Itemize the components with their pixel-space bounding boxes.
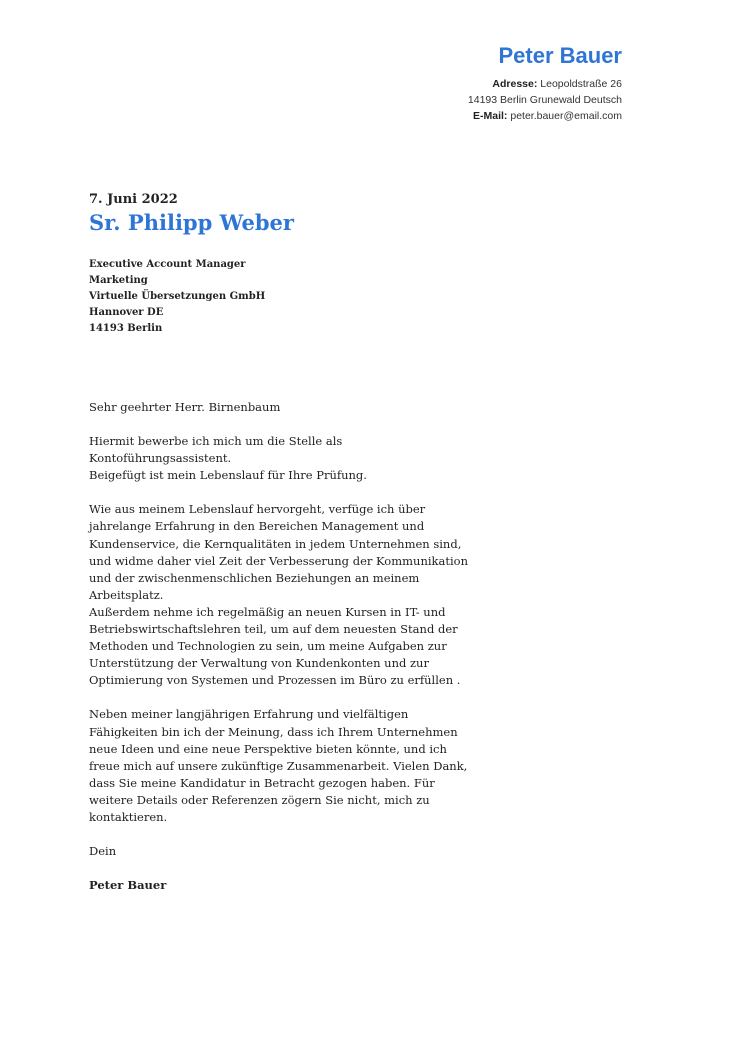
closing: Dein	[89, 844, 117, 859]
letter-date: 7. Juni 2022	[89, 192, 178, 207]
sender-block	[468, 42, 622, 124]
recipient-line-title: Executive Account Manager	[89, 259, 246, 270]
sender-address-line2: 14193 Berlin Grunewald Deutsch	[467, 94, 622, 106]
paragraph-experience-part2: Außerdem nehme ich regelmäßig an neuen Kursen in IT- und Betriebswirtschaftslehren teil, um auf dem neuesten Stand der Methoden und Technologien zu sein, um meine Aufgaben zur Unterstützung der Verwaltung von Kundenkonten und zur Optimierung von Systemen und Prozessen im Büro zu erfüllen .	[89, 604, 461, 688]
sender-address-line1	[468, 76, 622, 92]
address-value: Leopoldstraße 26	[540, 78, 622, 90]
email-value: peter.bauer@email.com	[510, 110, 622, 122]
address-label: Adresse:	[492, 78, 538, 90]
paragraph-experience	[89, 501, 479, 689]
paragraph-closing-remarks: Neben meiner langjährigen Erfahrung und vielfältigen Fähigkeiten bin ich der Meinung, dass ich Ihrem Unternehmen neue Ideen und eine neue Perspektive bieten könnte, und ich freue mich auf unsere zukünftige Zusammenarbeit. Vielen Dank, dass Sie meine Kandidatur in Betracht gezogen haben. Für weitere Details oder Referenzen zögern Sie nicht, mich zu kontaktieren.	[89, 707, 468, 824]
recipient-address-block	[89, 257, 265, 337]
paragraph-experience-part1: Wie aus meinem Lebenslauf hervorgeht, verfüge ich über jahrelange Erfahrung in den Bereichen Management und Kundenservice, die Kernqualitäten in jedem Unternehmen sind, und widme daher viel Zeit der Verbesserung der Kommunikation und der zwischenmenschlichen Beziehungen an meinem Arbeitsplatz.	[89, 502, 468, 602]
email-label: E-Mail:	[473, 110, 508, 122]
recipient-line-department: Marketing	[89, 275, 148, 286]
signature: Peter Bauer	[89, 878, 167, 893]
sender-name: Peter Bauer	[498, 43, 622, 68]
paragraph-intro-line1: Hiermit bewerbe ich mich um die Stelle als Kontoführungsassistent.	[89, 434, 343, 466]
recipient-line-city: Hannover DE	[89, 307, 164, 318]
salutation: Sehr geehrter Herr. Birnenbaum	[89, 400, 281, 414]
recipient-line-company: Virtuelle Übersetzungen GmbH	[89, 291, 266, 302]
letter-body	[89, 399, 479, 911]
recipient-line-postal: 14193 Berlin	[89, 323, 163, 334]
paragraph-intro	[89, 433, 479, 484]
recipient-name: Sr. Philipp Weber	[89, 210, 294, 235]
paragraph-intro-line2: Beigefügt ist mein Lebenslauf für Ihre Prüfung.	[89, 468, 367, 483]
sender-email-line	[468, 108, 622, 124]
